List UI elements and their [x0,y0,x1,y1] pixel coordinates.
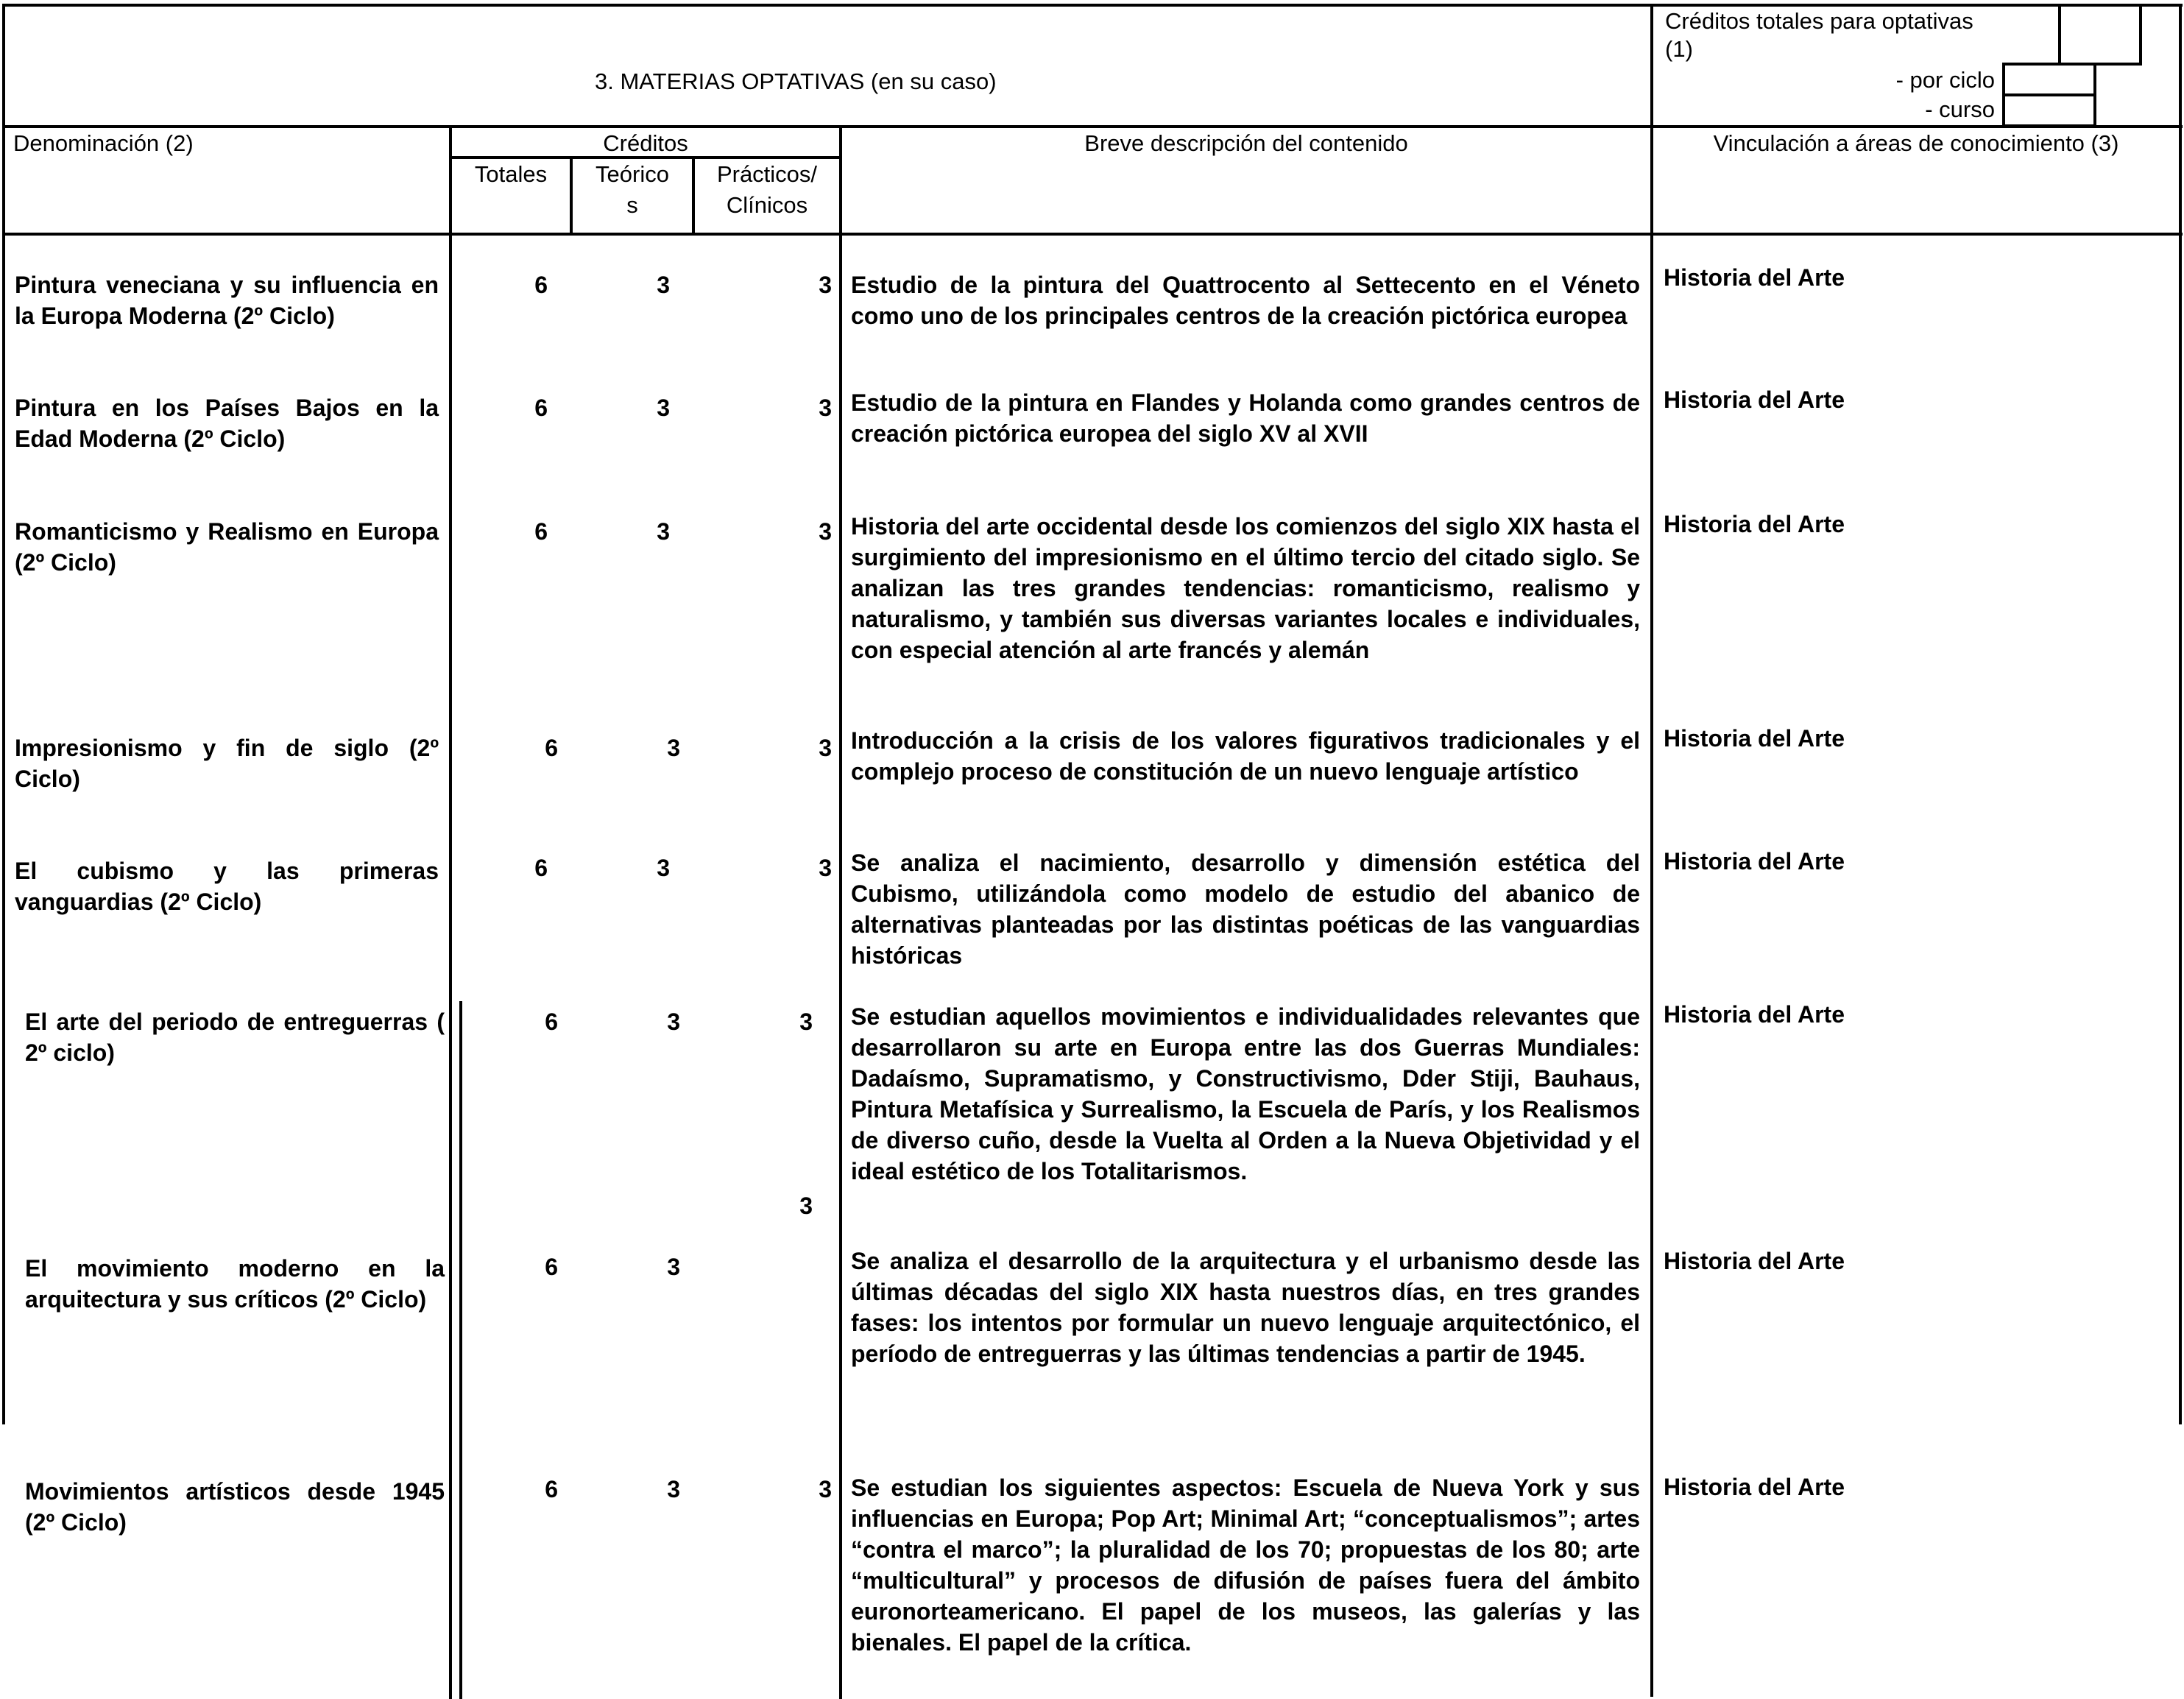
row-area: Historia del Arte [1664,1248,1845,1274]
teoricos-line-2: s [626,192,638,218]
row-denominacion: El movimiento moderno en la arquitectura y sus críticos (2º Ciclo) [25,1255,445,1313]
row-totales: 6 [545,1476,558,1502]
row-practicos: 3 [819,395,832,421]
row-practicos: 3 [819,1476,832,1502]
row-practicos: 3 [819,855,832,881]
row-area: Historia del Arte [1664,386,1845,413]
row-descripcion: Se estudian los siguientes aspectos: Escuela de Nueva York y sus influencias en Europa; Pop Art; Minimal Art; “conceptualismos”; artes “contra el marco”; la pluralidad de los 70; propuestas de los 80; arte “multicultural” y procesos de difusión de países fuera del ámbito euronorteamericano. El papel de los museos, las galerías y las bienales. El papel de la crítica. [851,1474,1640,1656]
row-practicos: 3 [819,272,832,298]
column-header-creditos: Créditos [603,130,688,156]
row-teoricos: 3 [657,395,670,421]
row-denominacion: Pintura veneciana y su influencia en la Europa Moderna (2º Ciclo) [15,272,439,329]
creditos-totales-box [2058,4,2142,66]
row-descripcion: Estudio de la pintura del Quattrocento al Settecento en el Véneto como uno de los principales centros de la creación pictórica europea [851,272,1640,329]
row-totales: 6 [534,518,548,545]
teoricos-line-1: Teórico [596,161,669,187]
row-descripcion: Introducción a la crisis de los valores figurativos tradicionales y el complejo proceso de constitución de un nuevo lenguaje artístico [851,727,1640,785]
row-totales: 6 [545,1254,558,1280]
column-header-descripcion: Breve descripción del contenido [1084,130,1408,156]
row-area: Historia del Arte [1664,1474,1845,1500]
row-totales: 6 [534,855,548,881]
column-header-practicos [695,159,839,221]
row-area: Historia del Arte [1664,511,1845,537]
row-totales: 6 [545,735,558,761]
row-teoricos: 3 [657,855,670,881]
row-practicos-extra: 3 [799,1193,813,1219]
row-descripcion: Se analiza el nacimiento, desarrollo y dimensión estética del Cubismo, utilizándola como modelo de estudio del abanico de alternativas planteadas por las distintas poéticas de las vanguardias históricas [851,850,1640,969]
practicos-line-2: Clínicos [726,192,808,218]
curso-box [2002,93,2096,127]
row-totales: 6 [534,272,548,298]
row-area: Historia del Arte [1664,264,1845,291]
row-teoricos: 3 [667,1254,680,1280]
row-denominacion: Movimientos artísticos desde 1945 (2º Ciclo) [25,1478,445,1536]
row-descripcion: Estudio de la pintura en Flandes y Holanda como grandes centros de creación pictórica europea del siglo XV al XVII [851,389,1640,447]
creditos-totales-label: Créditos totales para optativas [1665,8,1973,34]
row-teoricos: 3 [657,518,670,545]
row-denominacion: El arte del periodo de entreguerras ( 2º ciclo) [25,1009,445,1066]
row-teoricos: 3 [667,1476,680,1502]
curso-label: - curso [1925,96,1995,122]
row-area: Historia del Arte [1664,1001,1845,1028]
row-descripcion: Se estudian aquellos movimientos e individualidades relevantes que desarrollaron su arte en Europa entre las dos Guerras Mundiales: Dadaísmo, Supramatismo, y Constructivismo, Dder Stiji, Bauhaus, Pintura Metafísica y Surrealismo, la Escuela de París, y los Realismos de diverso cuño, desde la Vuelta al Orden a la Nueva Objetividad y el ideal estético de los Totalitarismos. [851,1003,1640,1184]
row-practicos: 3 [819,518,832,545]
row-descripcion: Historia del arte occidental desde los comienzos del siglo XIX hasta el surgimiento del impresionismo en el último tercio del citado siglo. Se analizan las tres grandes tendencias: romanticismo, realismo y naturalismo, y también sus diversas variantes locales e individuales, con especial atención al arte francés y alemán [851,513,1640,663]
row-teoricos: 3 [657,272,670,298]
row-denominacion: El cubismo y las primeras vanguardias (2º Ciclo) [15,858,439,915]
row-teoricos: 3 [667,735,680,761]
row-descripcion: Se analiza el desarrollo de la arquitectura y el urbanismo desde las últimas décadas del siglo XIX hasta nuestros días, en tres grandes fases: los intentos por formular un nuevo lenguaje arquitectónico, el período de entreguerras y las últimas tendencias a partir de 1945. [851,1248,1640,1367]
por-ciclo-label: - por ciclo [1895,67,1995,93]
column-header-vinculacion: Vinculación a áreas de conocimiento (3) [1713,130,2119,156]
row-denominacion: Impresionismo y fin de siglo (2º Ciclo) [15,735,439,792]
row-totales: 6 [534,395,548,421]
row-area: Historia del Arte [1664,848,1845,875]
row-teoricos: 3 [667,1009,680,1035]
column-header-totales: Totales [474,161,548,187]
row-totales: 6 [545,1009,558,1035]
row-practicos: 3 [799,1009,813,1035]
column-header-teoricos [573,159,692,221]
row-area: Historia del Arte [1664,725,1845,752]
row-denominacion: Romanticismo y Realismo en Europa (2º Ciclo) [15,518,439,576]
section-title: 3. MATERIAS OPTATIVAS (en su caso) [595,68,997,94]
creditos-totales-note: (1) [1665,36,1693,62]
row-denominacion: Pintura en los Países Bajos en la Edad Moderna (2º Ciclo) [15,395,439,452]
column-header-denominacion: Denominación (2) [13,130,194,156]
row-practicos: 3 [819,735,832,761]
por-ciclo-box [2002,63,2096,96]
practicos-line-1: Prácticos/ [716,161,818,187]
